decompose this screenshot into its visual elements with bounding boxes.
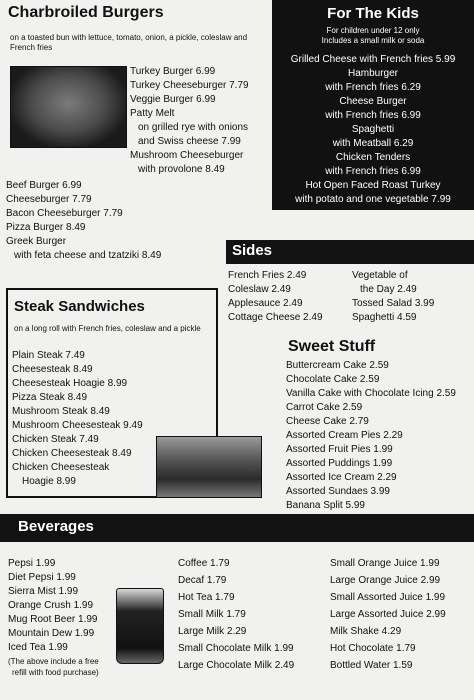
side-item: Cottage Cheese 2.49	[228, 312, 323, 323]
kids-description-line: Includes a small milk or soda	[321, 36, 425, 45]
kids-item: Chicken Tenders	[335, 152, 411, 163]
steak-item: Cheesesteak Hoagie 8.99	[12, 378, 128, 389]
steak-item: Plain Steak 7.49	[12, 350, 85, 361]
burger-item-detail: with provolone 8.49	[138, 164, 225, 175]
side-item: French Fries 2.49	[228, 270, 307, 281]
burger-item-detail: on grilled rye with onions	[138, 122, 249, 133]
kids-item: Hot Open Faced Roast Turkey	[305, 180, 441, 191]
burger-item: Pizza Burger 8.49	[6, 222, 86, 233]
steak-item: Mushroom Steak 8.49	[12, 406, 110, 417]
sweet-item: Carrot Cake 2.59	[286, 402, 363, 413]
burger-item: Mushroom Cheeseburger	[130, 150, 244, 161]
kids-item: Spaghetti	[351, 124, 395, 135]
dessert-photo	[156, 436, 262, 498]
sweet-item: Chocolate Cake 2.59	[286, 374, 380, 385]
burgers-description: on a toasted bun with lettuce, tomato, onion, a pickle, coleslaw and French fries	[10, 33, 248, 52]
beverage-item: Small Orange Juice 1.99	[330, 558, 440, 569]
burger-item: Beef Burger 6.99	[6, 180, 82, 191]
burger-item: Greek Burger	[6, 236, 67, 247]
beverage-item: Hot Tea 1.79	[178, 592, 235, 603]
burger-item: Bacon Cheeseburger 7.79	[6, 208, 123, 219]
kids-description-line: For children under 12 only	[326, 26, 420, 35]
side-item: Spaghetti 4.59	[352, 312, 417, 323]
kids-item: with French fries 6.29	[325, 82, 421, 93]
kids-section	[272, 0, 474, 210]
side-item: Vegetable of	[352, 270, 408, 281]
sweet-item: Assorted Ice Cream 2.29	[286, 472, 397, 483]
beverage-item: Bottled Water 1.59	[330, 660, 413, 671]
beverage-item: Sierra Mist 1.99	[8, 586, 79, 597]
kids-item: with French fries 6.99	[325, 110, 421, 121]
beverage-item: Large Assorted Juice 2.99	[330, 609, 446, 620]
sweet-item: Assorted Fruit Pies 1.99	[286, 444, 393, 455]
kids-item: with Meatball 6.29	[332, 138, 414, 149]
burger-item: Veggie Burger 6.99	[130, 94, 216, 105]
side-item: Tossed Salad 3.99	[352, 298, 435, 309]
drink-photo	[116, 588, 164, 664]
kids-item: with French fries 6.99	[325, 166, 421, 177]
kids-item: Grilled Cheese with French fries 5.99	[290, 54, 456, 65]
steak-title: Steak Sandwiches	[14, 298, 145, 315]
beverage-item: Small Assorted Juice 1.99	[330, 592, 446, 603]
beverage-item: Small Chocolate Milk 1.99	[178, 643, 294, 654]
sweet-item: Buttercream Cake 2.59	[286, 360, 389, 371]
kids-description	[272, 26, 474, 46]
beverage-item: Decaf 1.79	[178, 575, 227, 586]
sweet-item: Cheese Cake 2.79	[286, 416, 369, 427]
burger-item-detail: with feta cheese and tzatziki 8.49	[14, 250, 162, 261]
burgers-title: Charbroiled Burgers	[8, 4, 164, 21]
steak-item: Pizza Steak 8.49	[12, 392, 88, 403]
steak-item: Mushroom Cheesesteak 9.49	[12, 420, 143, 431]
beverage-item: Mug Root Beer 1.99	[8, 614, 98, 625]
steak-description: on a long roll with French fries, coleslaw and a pickle	[14, 324, 201, 333]
side-item: Coleslaw 2.49	[228, 284, 291, 295]
beverage-item: Large Milk 2.29	[178, 626, 247, 637]
burger-item: Patty Melt	[130, 108, 175, 119]
steak-item-detail: Hoagie 8.99	[22, 476, 76, 487]
side-item-detail: the Day 2.49	[360, 284, 417, 295]
steak-item: Chicken Cheesesteak	[12, 462, 110, 473]
burger-item: Cheeseburger 7.79	[6, 194, 92, 205]
beverage-item: Large Orange Juice 2.99	[330, 575, 441, 586]
side-item: Applesauce 2.49	[228, 298, 303, 309]
kids-item: Cheese Burger	[339, 96, 407, 107]
sides-title: Sides	[232, 242, 273, 259]
steak-item: Chicken Steak 7.49	[12, 434, 99, 445]
beverage-item: Orange Crush 1.99	[8, 600, 94, 611]
burger-photo	[10, 66, 127, 148]
sweet-item: Assorted Sundaes 3.99	[286, 486, 390, 497]
kids-item: with potato and one vegetable 7.99	[295, 194, 451, 205]
beverage-item: Diet Pepsi 1.99	[8, 572, 76, 583]
steak-item: Chicken Cheesesteak 8.49	[12, 448, 132, 459]
kids-title: For The Kids	[327, 5, 419, 22]
sweet-item: Vanilla Cake with Chocolate Icing 2.59	[286, 388, 456, 399]
steak-item: Cheesesteak 8.49	[12, 364, 93, 375]
beverages-header	[0, 514, 474, 542]
burger-item: Turkey Cheeseburger 7.79	[130, 80, 249, 91]
beverage-item: Pepsi 1.99	[8, 558, 56, 569]
beverage-item: Milk Shake 4.29	[330, 626, 402, 637]
sweet-item: Assorted Puddings 1.99	[286, 458, 393, 469]
beverage-item: Coffee 1.79	[178, 558, 230, 569]
beverage-note: (The above include a free	[8, 657, 99, 666]
beverage-item: Mountain Dew 1.99	[8, 628, 95, 639]
burger-item-detail: and Swiss cheese 7.99	[138, 136, 241, 147]
sweet-item: Banana Split 5.99	[286, 500, 365, 511]
beverage-item: Small Milk 1.79	[178, 609, 246, 620]
beverage-item: Hot Chocolate 1.79	[330, 643, 416, 654]
kids-item: Hamburger	[347, 68, 399, 79]
beverages-title: Beverages	[18, 518, 94, 535]
beverage-item: Large Chocolate Milk 2.49	[178, 660, 295, 671]
burger-item: Turkey Burger 6.99	[130, 66, 216, 77]
sweet-title: Sweet Stuff	[288, 338, 376, 355]
sweet-item: Assorted Cream Pies 2.29	[286, 430, 403, 441]
sides-header	[226, 240, 474, 264]
beverage-item: Iced Tea 1.99	[8, 642, 68, 653]
beverage-note: refill with food purchase)	[12, 668, 99, 677]
